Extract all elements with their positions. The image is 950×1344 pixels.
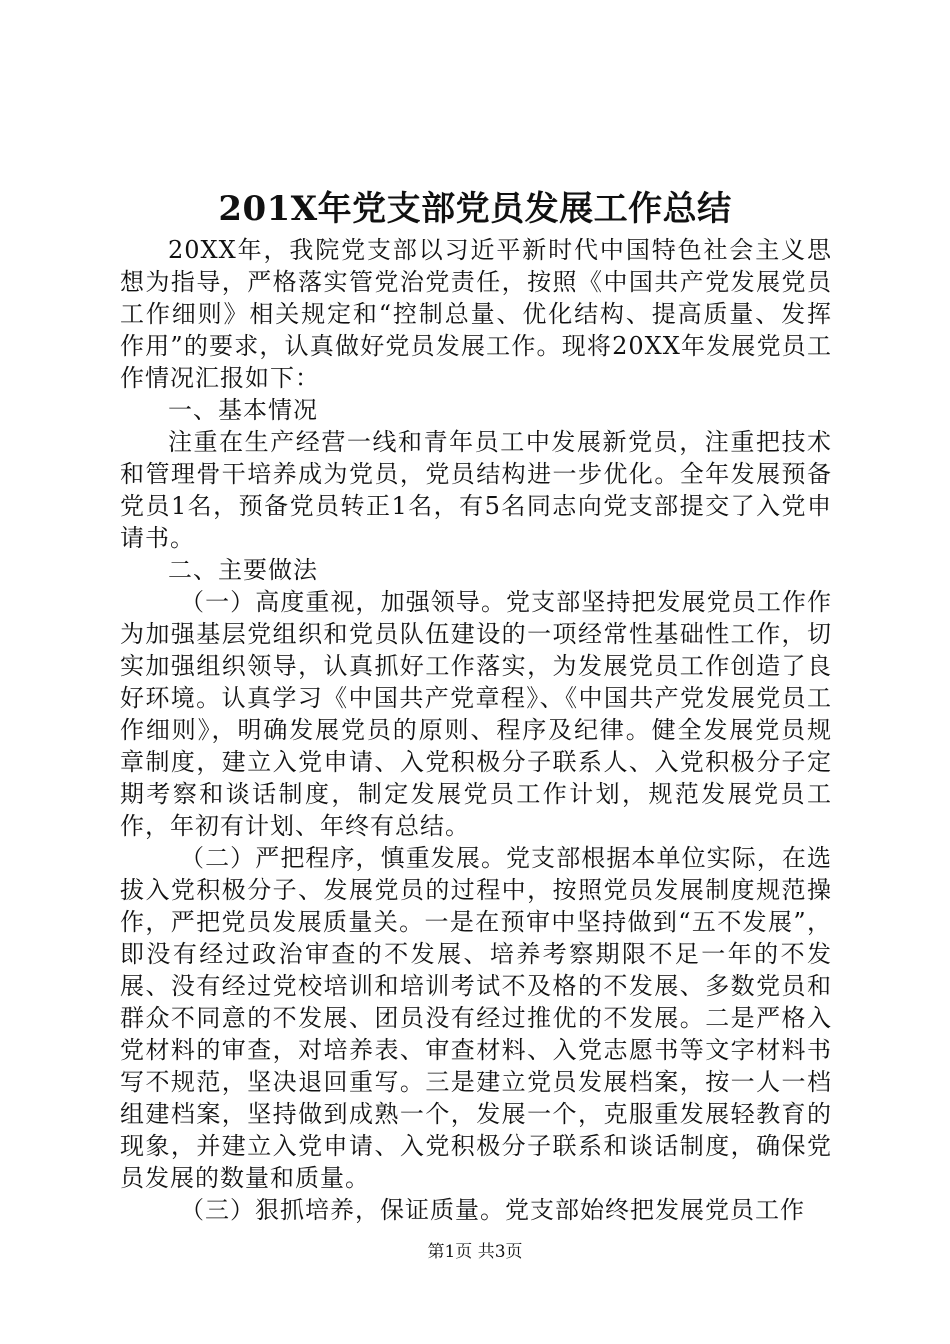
document-body xyxy=(120,234,832,1226)
basic-situation-paragraph: 注重在生产经营一线和青年员工中发展新党员，注重把技术和管理骨干培养成为党员，党员结构进一步优化。全年发展预备党员1名，预备党员转正1名，有5名同志向党支部提交了入党申请书。 xyxy=(120,428,832,552)
page-footer: 第1页 共3页 xyxy=(427,1242,523,1262)
practice-paragraph-1: （一）高度重视，加强领导。党支部坚持把发展党员工作作为加强基层党组织和党员队伍建设的一项经常性基础性工作，切实加强组织领导，认真抓好工作落实，为发展党员工作创造了良好环境。认真学习《中国共产党章程》、《中国共产党发展党员工作细则》，明确发展党员的原则、程序及纪律。健全发展党员规章制度，建立入党申请、入党积极分子联系人、入党积极分子定期考察和谈话制度，制定发展党员工作计划，规范发展党员工作，年初有计划、年终有总结。 xyxy=(120,588,832,840)
document-title: 201X年党支部党员发展工作总结 xyxy=(218,189,732,229)
intro-paragraph: 20XX年，我院党支部以习近平新时代中国特色社会主义思想为指导，严格落实管党治党责任，按照《中国共产党发展党员工作细则》相关规定和“控制总量、优化结构、提高质量、发挥作用”的要求，认真做好党员发展工作。现将20XX年发展党员工作情况汇报如下： xyxy=(120,236,832,392)
practice-paragraph-2: （二）严把程序，慎重发展。党支部根据本单位实际，在选拔入党积极分子、发展党员的过程中，按照党员发展制度规范操作，严把党员发展质量关。一是在预审中坚持做到“五不发展”，即没有经过政治审查的不发展、培养考察期限不足一年的不发展、没有经过党校培训和培训考试不及格的不发展、多数党员和群众不同意的不发展、团员没有经过推优的不发展。二是严格入党材料的审查，对培养表、审查材料、入党志愿书等文字材料书写不规范，坚决退回重写。三是建立党员发展档案，按一人一档组建档案，坚持做到成熟一个，发展一个，克服重发展轻教育的现象，并建立入党申请、入党积极分子联系和谈话制度，确保党员发展的数量和质量。 xyxy=(120,844,832,1192)
practice-paragraph-3: （三）狠抓培养，保证质量。党支部始终把发展党员工作 xyxy=(180,1196,805,1224)
section-heading-main-practices: 二、主要做法 xyxy=(168,556,318,584)
section-heading-basic-situation: 一、基本情况 xyxy=(168,396,318,424)
